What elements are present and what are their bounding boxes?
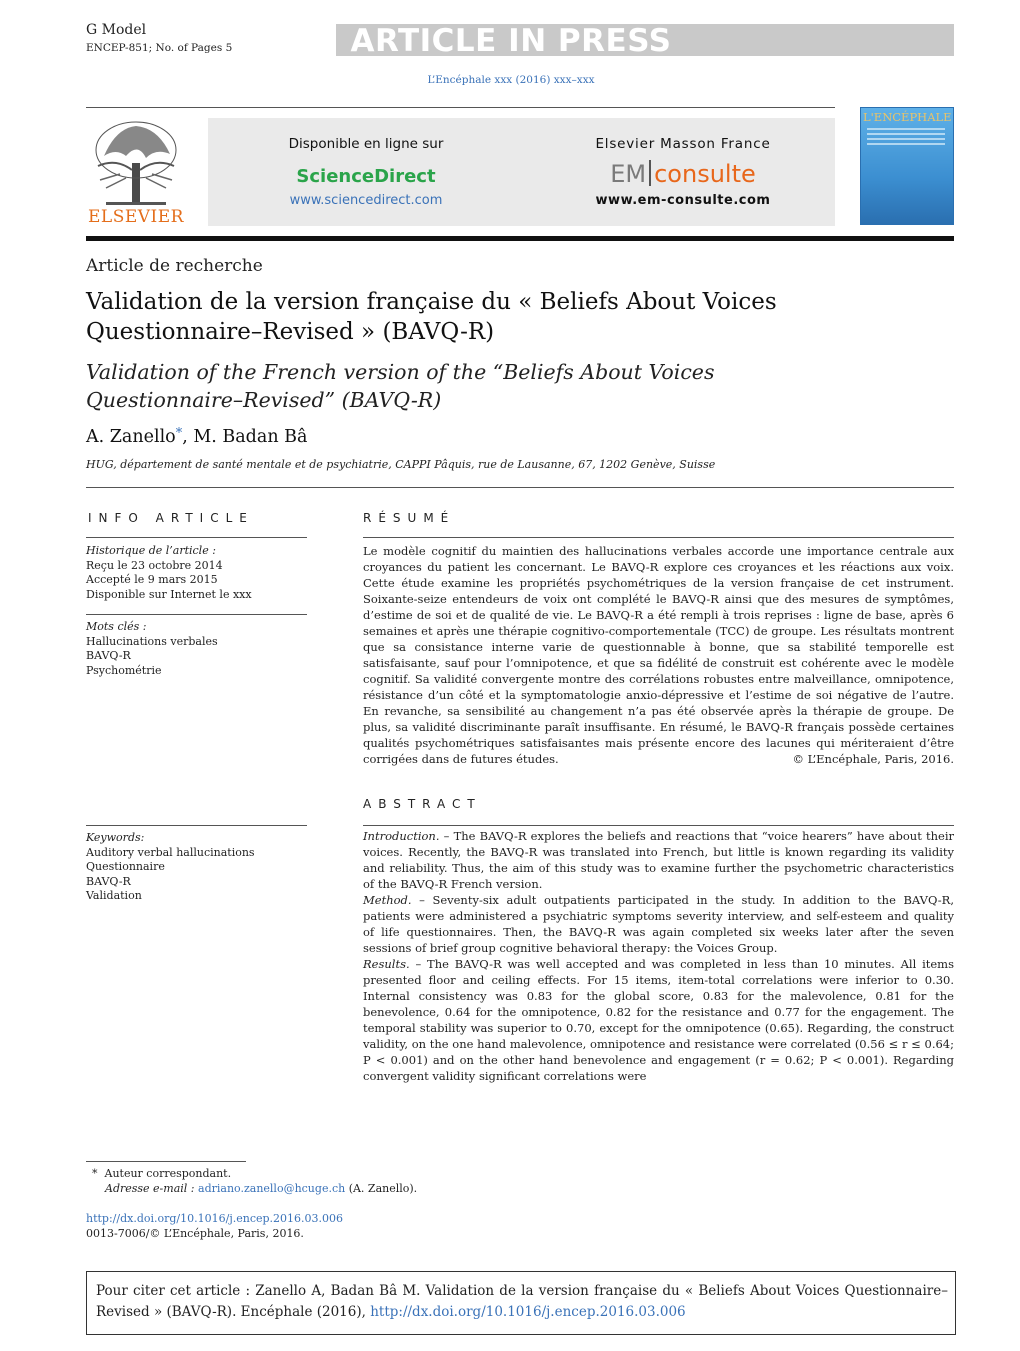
citation-doi-link[interactable]: http://dx.doi.org/10.1016/j.encep.2016.03.006 xyxy=(370,1304,686,1320)
manuscript-ref xyxy=(86,42,232,54)
banner-thick-rule xyxy=(86,236,954,241)
history-accepted: Accepté le 9 mars 2015 xyxy=(86,573,218,586)
keyword: Questionnaire xyxy=(86,860,165,873)
page-count: No. of Pages 5 xyxy=(155,42,233,54)
info-rule-2 xyxy=(86,614,307,615)
email-owner: (A. Zanello). xyxy=(345,1182,418,1195)
authors xyxy=(86,426,307,447)
keywords-en-label: Keywords: xyxy=(86,831,145,844)
em-consulte-logo[interactable] xyxy=(530,160,836,188)
info-rule-1 xyxy=(86,537,307,538)
keyword: Psychométrie xyxy=(86,663,162,677)
email-link[interactable]: adriano.zanello@hcuge.ch xyxy=(198,1182,346,1195)
corresponding-author-label: Auteur correspondant. xyxy=(104,1167,232,1180)
info-rule-3 xyxy=(86,825,307,826)
footnote-rule xyxy=(86,1161,246,1162)
cover-decoration xyxy=(867,128,945,130)
em-logo-em: EM xyxy=(610,160,647,188)
resume-heading: RÉSUMÉ xyxy=(363,511,456,525)
resume-copyright: © L’Encéphale, Paris, 2016. xyxy=(792,752,954,766)
affiliation: HUG, département de santé mentale et de psychiatrie, CAPPI Pâquis, rue de Lausanne, 67, 1202 Genève, Suisse xyxy=(86,458,716,471)
journal-reference[interactable]: L’Encéphale xxx (2016) xxx–xxx xyxy=(427,74,595,86)
intro-label: Introduction. xyxy=(363,829,440,843)
results-label: Results. xyxy=(363,957,410,971)
journal-cover-image[interactable] xyxy=(860,107,954,225)
available-online-label: Disponible en ligne sur xyxy=(288,136,444,152)
author-badan-ba[interactable]: , M. Badan Bâ xyxy=(182,427,308,447)
keywords-fr xyxy=(86,620,316,678)
resume-rule xyxy=(363,537,954,538)
encep-ref: ENCEP-851; xyxy=(86,42,153,54)
keyword: BAVQ-R xyxy=(86,874,131,888)
sciencedirect-link[interactable]: www.sciencedirect.com xyxy=(289,193,443,208)
issn-line: 0013-7006/© L’Encéphale, Paris, 2016. xyxy=(86,1227,304,1240)
info-article-heading: INFO ARTICLE xyxy=(88,511,254,525)
header-rule xyxy=(86,107,835,108)
article-in-press-label: ARTICLE IN PRESS xyxy=(350,23,672,59)
history-label: Historique de l’article : xyxy=(86,544,216,557)
author-zanello[interactable]: A. Zanello xyxy=(86,427,176,447)
doi-link[interactable]: http://dx.doi.org/10.1016/j.encep.2016.03.006 xyxy=(86,1212,344,1225)
abstract-introduction xyxy=(363,828,954,892)
keyword: Hallucinations verbales xyxy=(86,634,218,648)
elsevier-wordmark: ELSEVIER xyxy=(88,207,184,227)
article-type: Article de recherche xyxy=(86,256,263,276)
email-label: Adresse e-mail : xyxy=(105,1182,195,1195)
footnote-corresponding xyxy=(92,1167,231,1180)
keyword: Auditory verbal hallucinations xyxy=(86,845,255,859)
intro-text: – The BAVQ-R explores the beliefs and reactions that “voice hearers” have about their voices. Recently, the BAVQ-R was translated into French, but little is known regarding its validity and reliability. Thus, the aim of this study was to examine further the psychometric characteristics of the BAVQ-R French version. xyxy=(363,829,954,891)
cover-title: L'ENCÉPHALE xyxy=(863,110,952,124)
abstract-heading: ABSTRACT xyxy=(363,797,482,811)
history-received: Reçu le 23 octobre 2014 xyxy=(86,558,223,572)
corresponding-author-marker[interactable]: * xyxy=(175,426,183,441)
method-label: Method. xyxy=(363,893,412,907)
title-french: Validation de la version française du « Beliefs About Voices Questionnaire–Revised » (BAVQ-R) xyxy=(86,289,777,345)
g-model-label: G Model xyxy=(86,22,147,38)
keywords-fr-label: Mots clés : xyxy=(86,620,147,633)
abstract-method xyxy=(363,892,954,956)
abstract-rule xyxy=(363,825,954,826)
abstract-results xyxy=(363,956,954,1084)
sciencedirect-logo[interactable]: ScienceDirect xyxy=(296,166,436,187)
abstract-text xyxy=(363,828,954,1084)
publisher-name: Elsevier Masson France xyxy=(595,136,771,152)
em-consulte-link[interactable]: www.em-consulte.com xyxy=(595,193,771,208)
resume-text: Le modèle cognitif du maintien des hallucinations verbales accorde une importance centrale aux croyances du patient les concernant. Le BAVQ-R explore ces croyances et les réactions aux voix. Cette étude examine les propriétés psychométriques de la version française de cet instrument. Soixante-seize entendeurs de voix ont complété le BAVQ-R ainsi que des mesures de symptômes, d’estime de soi et de qualité de vie. Le BAVQ-R a été rempli à trois reprises : ligne de base, après 6 semaines et après une thérapie cognitivo-comportementale (TCC) de groupe. Les résultats montrent que sa consistance interne varie de questionnable à bonne, que sa stabilité temporelle est satisfaisante, sauf pour l’omnipotence, et que sa fidélité de construit est cohérente avec le modèle cognitif. Sa validité convergente montre des corrélations robustes entre malveillance, omnipotence, résistance d’un côté et la symptomatologie anxio-dépressive et l’estime de soi négative de l’autre. En revanche, sa sensibilité au changement n’a pas été observée après la thérapie de groupe. De plus, sa validité discriminante paraît insuffisante. En résumé, le BAVQ-R français possède certaines qualités psychométriques satisfaisantes mais présente encore des lacunes qui mériteraient d’être corrigées dans de futures études. xyxy=(363,544,954,766)
footnote-email xyxy=(105,1182,417,1195)
keyword: Validation xyxy=(86,889,142,902)
em-logo-divider xyxy=(649,160,651,186)
keyword: BAVQ-R xyxy=(86,649,131,662)
keywords-en xyxy=(86,831,316,904)
citation-prefix: Pour citer cet article : Zanello A, Badan Bâ M. Validation de la version française du « Beliefs About Voices Questionnaire–Revised » (BAVQ-R). Encéphale (2016), xyxy=(96,1283,948,1320)
method-text: – Seventy-six adult outpatients participated in the study. In addition to the BAVQ-R, patients were administered a psychiatric symptoms severity interview, and self-esteem and quality of life questionnaires. Then, the BAVQ-R was again completed six weeks later after the seven sessions of brief group cognitive behavioral therapy: the Voices Group. xyxy=(363,893,954,955)
article-history xyxy=(86,544,316,602)
results-text: – The BAVQ-R was well accepted and was completed in less than 10 minutes. All items presented floor and ceiling effects. For 15 items, item-total correlations were inferior to 0.30. Internal consistency was 0.83 for the global score, 0.83 for the malevolence, 0.81 for the benevolence, 0.64 for the omnipotence, 0.82 for the resistance and 0.77 for the engagement. The temporal stability was superior to 0.70, except for the omnipotence (0.65). Regarding, the construct validity, on the one hand malevolence, omnipotence and resistance were correlated (0.56 ≤ r ≤ 0.64; P < 0.001) and on the other hand benevolence and engagement (r = 0.62; P < 0.001). Regarding convergent validity significant correlations were xyxy=(363,957,954,1083)
title-english: Validation of the French version of the “Beliefs About Voices Questionnaire–Revised” (BAVQ-R) xyxy=(86,360,715,412)
citation-text xyxy=(96,1281,948,1323)
title-rule xyxy=(86,487,954,488)
em-logo-consulte: consulte xyxy=(654,160,756,188)
history-online: Disponible sur Internet le xxx xyxy=(86,587,252,601)
footnote-star: * xyxy=(92,1167,98,1180)
